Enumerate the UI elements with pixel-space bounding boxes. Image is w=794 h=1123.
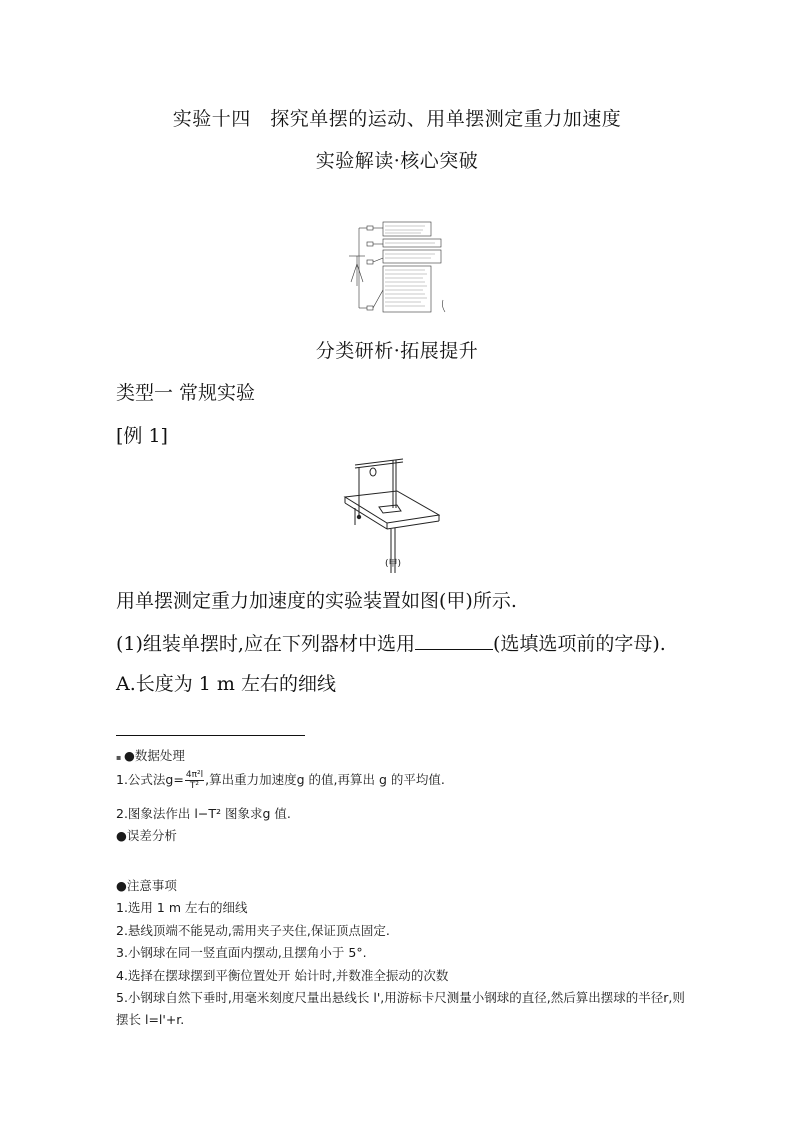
example-tag: [例 1] xyxy=(116,425,168,447)
diagram-box xyxy=(383,266,431,312)
question-1-text: (1)组装单摆时,应在下列器材中选用 xyxy=(116,633,415,655)
page-subtitle: 实验解读·核心突破 xyxy=(315,150,479,172)
note-caution-2: 2.悬线顶端不能晃动,需用夹子夹住,保证顶点固定. xyxy=(116,923,390,938)
footnote-divider xyxy=(116,735,305,736)
note-error-heading: ●误差分析 xyxy=(116,828,177,843)
diagram-node xyxy=(367,306,373,310)
type-heading: 类型一 常规实验 xyxy=(116,382,256,404)
section-heading: 分类研析·拓展提升 xyxy=(315,340,479,362)
answer-blank[interactable] xyxy=(415,631,493,650)
stand-base xyxy=(379,505,401,513)
note-formula-method: 1.公式法g= $\frac{\text{4π²l}}{\text{T²}}$ ,算出重力加速度g 的值,再算出 g 的平均值. xyxy=(116,770,445,791)
option-a: A.长度为 1 m 左右的细线 xyxy=(116,673,336,695)
clamp-ring xyxy=(370,468,376,476)
paragraph: 用单摆测定重力加速度的实验装置如图(甲)所示. xyxy=(116,590,517,612)
diagram-node xyxy=(367,226,373,230)
figure-caption: (甲) xyxy=(385,559,402,569)
mind-map-diagram xyxy=(345,220,455,316)
question-1 xyxy=(116,629,666,656)
note-caution-1: 1.选用 1 m 左右的细线 xyxy=(116,900,248,915)
diagram-box xyxy=(383,222,431,236)
diagram-node xyxy=(367,242,373,246)
note-caution-6: 摆长 l=l'+r. xyxy=(116,1012,185,1027)
note-graph-method: 2.图象法作出 l−T² 图象求g 值. xyxy=(116,806,291,821)
diagram-box xyxy=(383,250,441,263)
note-caution-heading: ●注意事项 xyxy=(116,878,177,893)
question-1-suffix: (选填选项前的字母). xyxy=(492,633,666,655)
diagram-node xyxy=(367,260,373,264)
note-caution-3: 3.小钢球在同一竖直面内摆动,且摆角小于 5°. xyxy=(116,945,367,960)
page-title: 实验十四 探究单摆的运动、用单摆测定重力加速度 xyxy=(172,108,622,130)
pendulum-bob xyxy=(357,515,361,519)
note-data-heading: ▪ ●数据处理 xyxy=(116,748,185,763)
note-caution-4: 4.选择在摆球摆到平衡位置处开 始计时,并数准全振动的次数 xyxy=(116,968,449,983)
formula-fraction: $\frac{\text{4π²l}}{\text{T²}}$ xyxy=(185,770,204,791)
note-caution-5: 5.小钢球自然下垂时,用毫米刻度尺量出悬线长 l',用游标卡尺测量小钢球的直径,然后算出摆球的半径r,则 xyxy=(116,990,685,1005)
